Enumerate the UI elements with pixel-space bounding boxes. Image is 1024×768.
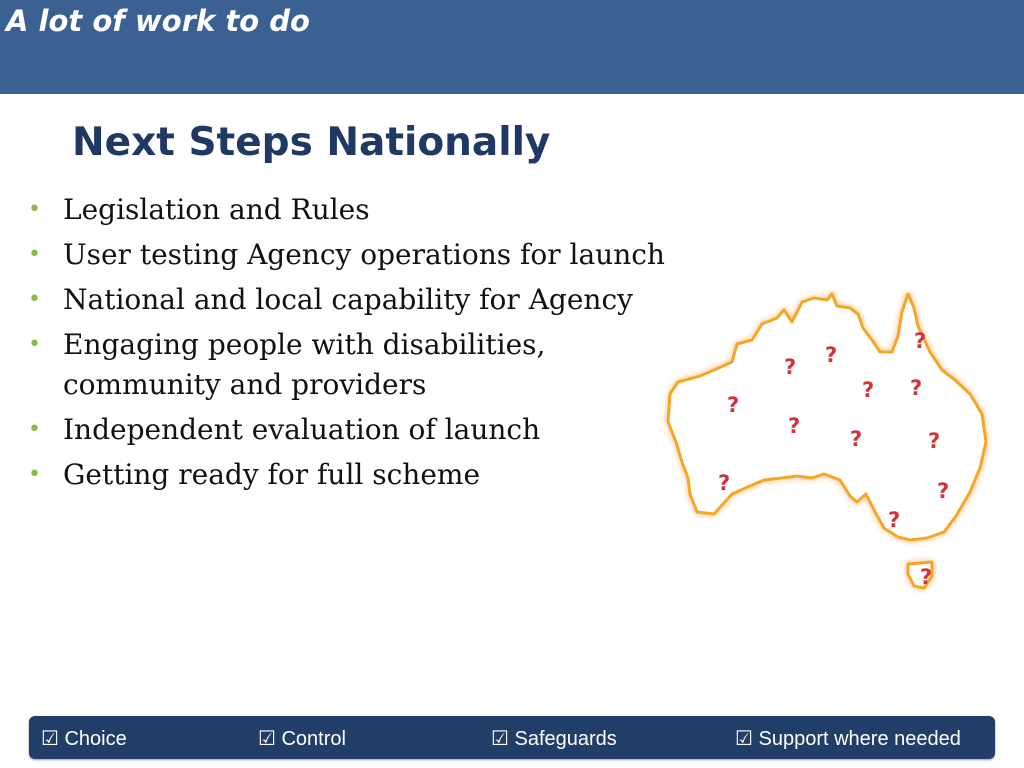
bullet-item [28,235,678,275]
values-footer [29,716,995,759]
bullet-text: Legislation and Rules [63,193,370,226]
bullet-icon: • [28,462,41,487]
bullet-icon: • [28,287,41,312]
question-mark-icon: ? [788,414,801,438]
bullet-item [28,410,678,450]
footer-item-safeguards: ☑ Safeguards [491,728,617,750]
banner-title: A lot of work to do [6,4,310,38]
question-mark-icon: ? [888,508,901,532]
bullet-icon: • [28,242,41,267]
bullet-text: National and local capability for Agency [63,283,633,316]
question-mark-icon: ? [825,343,838,367]
question-mark-icon: ? [784,355,797,379]
bullet-text: Independent evaluation of launch [63,413,541,446]
bullet-icon: • [28,417,41,442]
question-mark-icon: ? [718,471,731,495]
question-mark-icon: ? [920,565,933,589]
question-mark-icon: ? [910,376,923,400]
question-mark-icon: ? [928,429,941,453]
bullet-icon: • [28,197,41,222]
footer-item-control: ☑ Control [258,728,346,750]
australia-outline [668,294,986,540]
question-mark-icon: ? [727,393,740,417]
question-mark-icon: ? [862,378,875,402]
question-mark-icon: ? [850,427,863,451]
bullet-icon: • [28,332,41,357]
bullet-text: User testing Agency operations for launch [63,238,665,271]
bullet-item [28,280,678,320]
bullet-text: Engaging people with disabilities, community and providers [63,328,546,401]
slide-heading: Next Steps Nationally [72,120,551,165]
title-banner [0,0,1024,94]
question-mark-icon: ? [914,329,927,353]
australia-map [652,282,1002,602]
footer-item-choice: ☑ Choice [41,728,127,750]
bullet-item [28,455,678,495]
bullet-text: Getting ready for full scheme [63,458,481,491]
bullet-item [28,190,678,230]
bullet-item [28,325,678,405]
bullet-list [28,190,678,500]
question-mark-icon: ? [937,479,950,503]
footer-item-support: ☑ Support where needed [735,728,961,750]
